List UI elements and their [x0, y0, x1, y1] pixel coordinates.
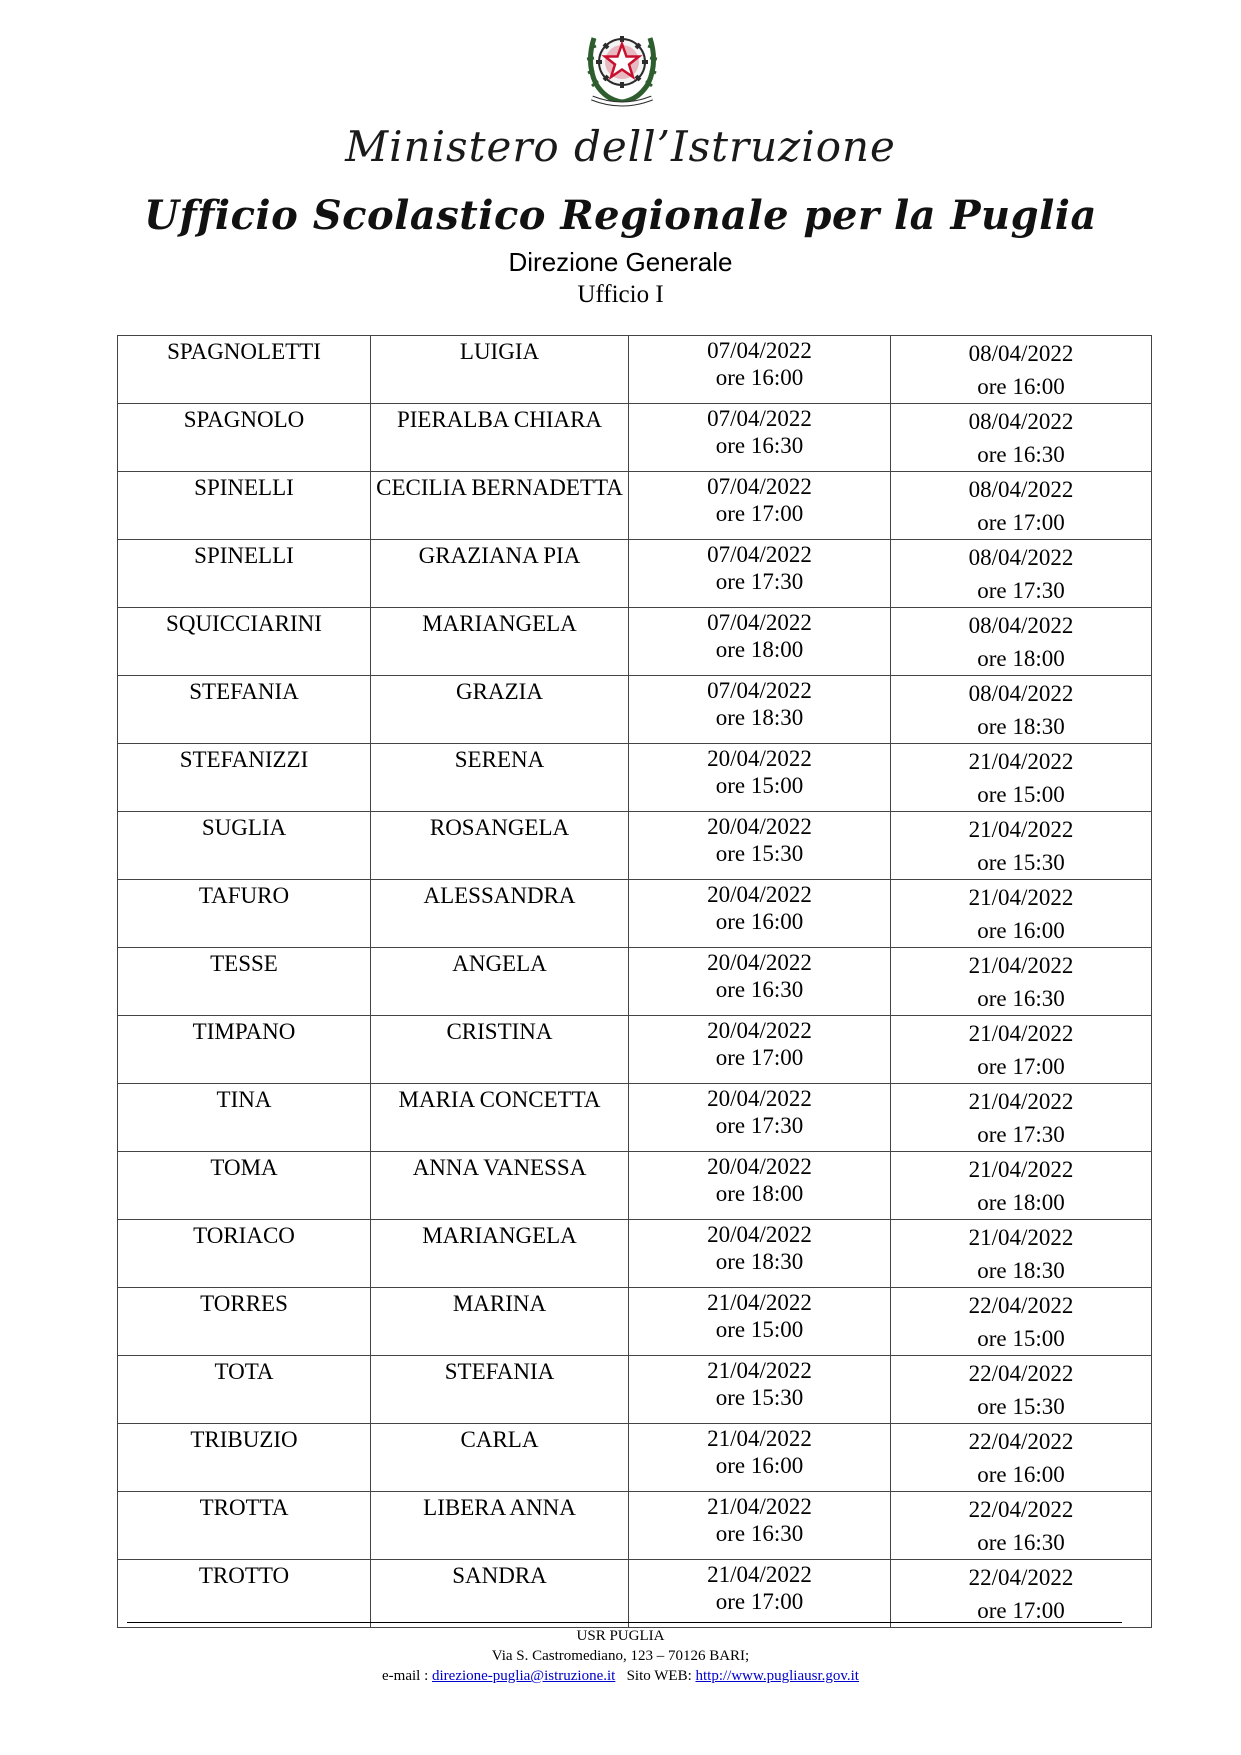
- cognome-text: STEFANIA: [189, 679, 299, 704]
- table-row: [118, 1084, 1152, 1152]
- table-row: [118, 1288, 1152, 1356]
- time-text: ore 15:00: [977, 1326, 1065, 1351]
- ministero-title: Ministero dell’Istruzione: [345, 122, 896, 171]
- date-text: 08/04/2022: [968, 341, 1074, 366]
- time-text: ore 17:00: [977, 510, 1065, 535]
- cognome-cell: [118, 1220, 371, 1288]
- appointment2-cell: [891, 1356, 1152, 1424]
- cognome-cell: [118, 880, 371, 948]
- cognome-text: SPINELLI: [194, 543, 294, 568]
- table-row: [118, 404, 1152, 472]
- cognome-cell: [118, 540, 371, 608]
- time-text: ore 18:30: [715, 705, 804, 730]
- appointment2-cell: [891, 404, 1152, 472]
- nome-cell: [371, 1152, 629, 1220]
- cognome-text: TORRES: [200, 1291, 288, 1316]
- cognome-cell: [118, 744, 371, 812]
- appointment2-cell: [891, 1424, 1152, 1492]
- cognome-text: TINA: [216, 1087, 272, 1112]
- direzione-subtitle: Direzione Generale: [508, 247, 733, 277]
- date-text: 20/04/2022: [707, 1222, 812, 1247]
- table-row: [118, 608, 1152, 676]
- appointment2-cell: [891, 880, 1152, 948]
- time-text: ore 15:30: [715, 841, 804, 866]
- appointment2-cell: [891, 1288, 1152, 1356]
- nome-cell: [371, 744, 629, 812]
- time-text: ore 16:00: [715, 1453, 804, 1478]
- time-text: ore 17:00: [977, 1598, 1065, 1623]
- appointment1-cell: [629, 1220, 891, 1288]
- cognome-text: SUGLIA: [201, 815, 287, 840]
- appointment1-cell: [629, 948, 891, 1016]
- table-row: [118, 1152, 1152, 1220]
- time-text: ore 18:30: [715, 1249, 804, 1274]
- nome-cell: [371, 948, 629, 1016]
- table-row: [118, 336, 1152, 404]
- date-text: 07/04/2022: [707, 610, 812, 635]
- ufficio-subtitle: Ufficio I: [577, 281, 664, 308]
- nome-text: ALESSANDRA: [423, 883, 576, 908]
- time-text: ore 17:30: [715, 569, 804, 594]
- time-text: ore 17:00: [715, 1045, 804, 1070]
- date-text: 21/04/2022: [968, 1225, 1074, 1250]
- date-text: 08/04/2022: [968, 545, 1074, 570]
- footer-email-label: e-mail :: [382, 1668, 429, 1684]
- nome-cell: [371, 472, 629, 540]
- cognome-cell: [118, 1560, 371, 1628]
- time-text: ore 16:30: [977, 986, 1065, 1011]
- footer-contacts: [0, 1666, 1241, 1686]
- time-text: ore 15:30: [977, 850, 1065, 875]
- appointment1-cell: [629, 1356, 891, 1424]
- time-text: ore 18:00: [715, 1181, 804, 1206]
- time-text: ore 16:30: [977, 1530, 1065, 1555]
- nome-text: LIBERA ANNA: [423, 1495, 576, 1520]
- date-text: 21/04/2022: [968, 1021, 1074, 1046]
- time-text: ore 18:00: [977, 646, 1065, 671]
- appointment2-cell: [891, 1492, 1152, 1560]
- date-text: 20/04/2022: [707, 1154, 812, 1179]
- date-text: 07/04/2022: [707, 474, 812, 499]
- appointment2-cell: [891, 948, 1152, 1016]
- repubblica-italiana-emblem: [582, 18, 662, 110]
- time-text: ore 18:30: [977, 1258, 1065, 1283]
- nome-cell: [371, 1560, 629, 1628]
- cognome-text: TAFURO: [198, 883, 290, 908]
- nome-text: CARLA: [460, 1427, 539, 1452]
- nome-cell: [371, 1356, 629, 1424]
- table-row: [118, 1424, 1152, 1492]
- footer-address: Via S. Castromediano, 123 – 70126 BARI;: [491, 1648, 750, 1664]
- appointment2-cell: [891, 1016, 1152, 1084]
- nome-text: MARIANGELA: [422, 611, 577, 636]
- cognome-text: TRIBUZIO: [190, 1427, 298, 1452]
- nome-cell: [371, 1220, 629, 1288]
- table-row: [118, 744, 1152, 812]
- footer: [0, 1626, 1241, 1686]
- appointment2-cell: [891, 1220, 1152, 1288]
- date-text: 07/04/2022: [707, 678, 812, 703]
- date-text: 22/04/2022: [968, 1429, 1074, 1454]
- nome-cell: [371, 540, 629, 608]
- nome-text: SANDRA: [452, 1563, 547, 1588]
- appointment2-cell: [891, 1084, 1152, 1152]
- time-text: ore 17:30: [977, 1122, 1065, 1147]
- appointment2-cell: [891, 608, 1152, 676]
- cognome-text: STEFANIZZI: [179, 747, 309, 772]
- time-text: ore 15:00: [977, 782, 1065, 807]
- date-text: 21/04/2022: [707, 1562, 812, 1587]
- time-text: ore 17:00: [715, 501, 804, 526]
- cognome-cell: [118, 812, 371, 880]
- table-row: [118, 1220, 1152, 1288]
- date-text: 08/04/2022: [968, 477, 1074, 502]
- cognome-cell: [118, 676, 371, 744]
- table-row: [118, 948, 1152, 1016]
- appointment2-cell: [891, 812, 1152, 880]
- table-row: [118, 676, 1152, 744]
- time-text: ore 16:00: [977, 374, 1065, 399]
- appointment1-cell: [629, 1152, 891, 1220]
- cognome-text: SPINELLI: [194, 475, 294, 500]
- cognome-text: TROTTO: [198, 1563, 290, 1588]
- cognome-cell: [118, 1288, 371, 1356]
- ufficio-regionale-title: Ufficio Scolastico Regionale per la Puglia: [144, 192, 1097, 239]
- schedule-table: [117, 335, 1152, 1628]
- time-text: ore 17:00: [715, 1589, 804, 1614]
- cognome-cell: [118, 1356, 371, 1424]
- footer-web-label: Sito WEB:: [626, 1668, 692, 1684]
- appointment1-cell: [629, 1084, 891, 1152]
- date-text: 08/04/2022: [968, 409, 1074, 434]
- nome-text: GRAZIA: [456, 679, 543, 704]
- cognome-cell: [118, 472, 371, 540]
- time-text: ore 17:30: [715, 1113, 804, 1138]
- date-text: 22/04/2022: [968, 1565, 1074, 1590]
- nome-text: STEFANIA: [444, 1359, 555, 1384]
- appointment1-cell: [629, 1288, 891, 1356]
- appointment2-cell: [891, 540, 1152, 608]
- nome-text: ANNA VANESSA: [412, 1155, 587, 1180]
- nome-text: MARIA CONCETTA: [398, 1087, 601, 1112]
- nome-cell: [371, 1016, 629, 1084]
- footer-web-link[interactable]: http://www.pugliausr.gov.it: [695, 1668, 859, 1684]
- appointment1-cell: [629, 1492, 891, 1560]
- table-row: [118, 880, 1152, 948]
- appointment1-cell: [629, 1560, 891, 1628]
- nome-text: LUIGIA: [459, 339, 540, 364]
- date-text: 22/04/2022: [968, 1293, 1074, 1318]
- date-text: 21/04/2022: [707, 1426, 812, 1451]
- nome-text: MARIANGELA: [422, 1223, 577, 1248]
- table-row: [118, 1016, 1152, 1084]
- date-text: 07/04/2022: [707, 406, 812, 431]
- appointment2-cell: [891, 336, 1152, 404]
- nome-text: CRISTINA: [446, 1019, 553, 1044]
- nome-text: ROSANGELA: [429, 815, 570, 840]
- time-text: ore 16:30: [715, 977, 804, 1002]
- cognome-text: TORIACO: [193, 1223, 295, 1248]
- time-text: ore 16:00: [715, 365, 804, 390]
- appointment1-cell: [629, 744, 891, 812]
- nome-text: MARINA: [452, 1291, 547, 1316]
- date-text: 21/04/2022: [968, 1157, 1074, 1182]
- date-text: 21/04/2022: [707, 1358, 812, 1383]
- nome-text: GRAZIANA PIA: [418, 543, 581, 568]
- date-text: 21/04/2022: [968, 817, 1074, 842]
- date-text: 07/04/2022: [707, 338, 812, 363]
- nome-cell: [371, 1084, 629, 1152]
- footer-divider: [127, 1622, 1122, 1623]
- cognome-text: SPAGNOLO: [183, 407, 305, 432]
- schedule-table-body: [118, 336, 1152, 1628]
- table-row: [118, 540, 1152, 608]
- time-text: ore 16:30: [977, 442, 1065, 467]
- cognome-cell: [118, 1424, 371, 1492]
- nome-text: PIERALBA CHIARA: [396, 407, 603, 432]
- date-text: 20/04/2022: [707, 1086, 812, 1111]
- nome-text: SERENA: [454, 747, 545, 772]
- appointment1-cell: [629, 404, 891, 472]
- nome-cell: [371, 336, 629, 404]
- nome-cell: [371, 812, 629, 880]
- date-text: 07/04/2022: [707, 542, 812, 567]
- date-text: 21/04/2022: [968, 953, 1074, 978]
- cognome-cell: [118, 336, 371, 404]
- cognome-text: SPAGNOLETTI: [167, 339, 321, 364]
- nome-cell: [371, 1288, 629, 1356]
- cognome-text: TROTTA: [199, 1495, 289, 1520]
- footer-org: USR PUGLIA: [576, 1628, 665, 1644]
- date-text: 22/04/2022: [968, 1497, 1074, 1522]
- appointment1-cell: [629, 540, 891, 608]
- date-text: 08/04/2022: [968, 613, 1074, 638]
- cognome-cell: [118, 1492, 371, 1560]
- appointment1-cell: [629, 608, 891, 676]
- table-row: [118, 1560, 1152, 1628]
- time-text: ore 18:00: [715, 637, 804, 662]
- time-text: ore 17:00: [977, 1054, 1065, 1079]
- time-text: ore 16:30: [715, 433, 804, 458]
- time-text: ore 15:00: [715, 1317, 804, 1342]
- date-text: 21/04/2022: [707, 1290, 812, 1315]
- appointment1-cell: [629, 472, 891, 540]
- time-text: ore 15:00: [715, 773, 804, 798]
- time-text: ore 16:00: [977, 918, 1065, 943]
- appointment1-cell: [629, 676, 891, 744]
- date-text: 21/04/2022: [968, 885, 1074, 910]
- date-text: 20/04/2022: [707, 950, 812, 975]
- appointment2-cell: [891, 472, 1152, 540]
- appointment1-cell: [629, 336, 891, 404]
- appointment2-cell: [891, 676, 1152, 744]
- date-text: 21/04/2022: [968, 1089, 1074, 1114]
- nome-cell: [371, 404, 629, 472]
- cognome-text: TIMPANO: [192, 1019, 296, 1044]
- date-text: 22/04/2022: [968, 1361, 1074, 1386]
- cognome-text: TOTA: [214, 1359, 274, 1384]
- date-text: 20/04/2022: [707, 1018, 812, 1043]
- time-text: ore 16:00: [977, 1462, 1065, 1487]
- appointment2-cell: [891, 1152, 1152, 1220]
- appointment1-cell: [629, 1424, 891, 1492]
- nome-cell: [371, 1492, 629, 1560]
- cognome-text: SQUICCIARINI: [166, 611, 322, 636]
- nome-cell: [371, 608, 629, 676]
- time-text: ore 15:30: [715, 1385, 804, 1410]
- appointment1-cell: [629, 812, 891, 880]
- cognome-text: TESSE: [210, 951, 278, 976]
- cognome-cell: [118, 1016, 371, 1084]
- date-text: 20/04/2022: [707, 746, 812, 771]
- time-text: ore 18:30: [977, 714, 1065, 739]
- nome-cell: [371, 1424, 629, 1492]
- time-text: ore 16:30: [715, 1521, 804, 1546]
- date-text: 21/04/2022: [707, 1494, 812, 1519]
- date-text: 21/04/2022: [968, 749, 1074, 774]
- nome-cell: [371, 676, 629, 744]
- time-text: ore 18:00: [977, 1190, 1065, 1215]
- footer-email-link[interactable]: direzione-puglia@istruzione.it: [432, 1668, 616, 1684]
- cognome-cell: [118, 948, 371, 1016]
- cognome-cell: [118, 404, 371, 472]
- nome-cell: [371, 880, 629, 948]
- nome-text: CECILIA BERNADETTA: [376, 475, 623, 500]
- cognome-text: TOMA: [210, 1155, 278, 1180]
- date-text: 20/04/2022: [707, 882, 812, 907]
- time-text: ore 16:00: [715, 909, 804, 934]
- table-row: [118, 812, 1152, 880]
- appointment2-cell: [891, 1560, 1152, 1628]
- table-row: [118, 1356, 1152, 1424]
- table-row: [118, 472, 1152, 540]
- appointment1-cell: [629, 1016, 891, 1084]
- time-text: ore 17:30: [977, 578, 1065, 603]
- cognome-cell: [118, 608, 371, 676]
- date-text: 08/04/2022: [968, 681, 1074, 706]
- cognome-cell: [118, 1152, 371, 1220]
- date-text: 20/04/2022: [707, 814, 812, 839]
- table-row: [118, 1492, 1152, 1560]
- time-text: ore 15:30: [977, 1394, 1065, 1419]
- cognome-cell: [118, 1084, 371, 1152]
- appointment1-cell: [629, 880, 891, 948]
- appointment2-cell: [891, 744, 1152, 812]
- nome-text: ANGELA: [452, 951, 547, 976]
